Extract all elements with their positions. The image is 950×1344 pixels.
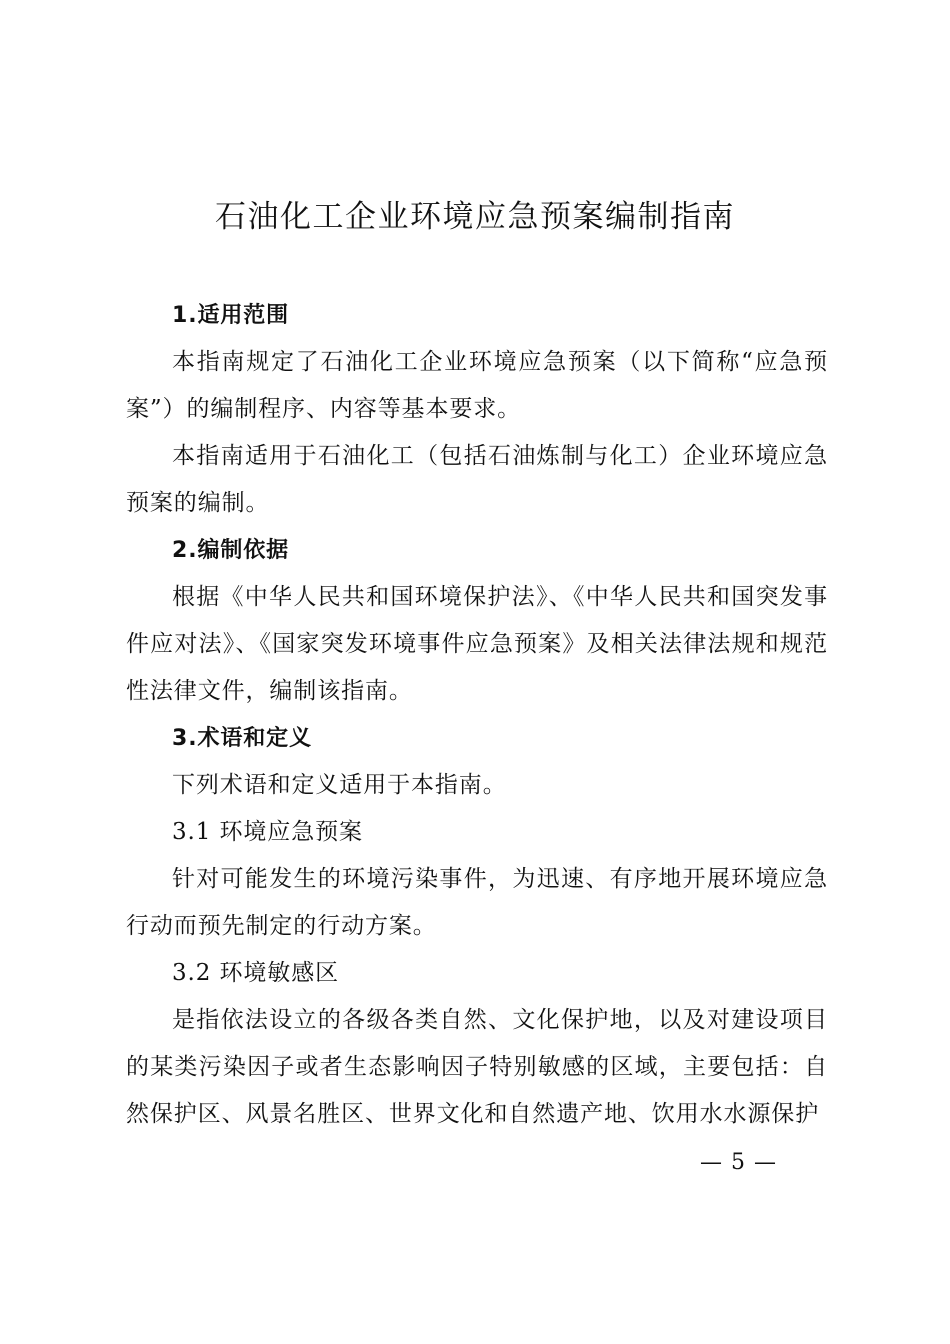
- paragraph-emergency-plan-definition: 针对可能发生的环境污染事件，为迅速、有序地开展环境应急行动而预先制定的行动方案。: [126, 866, 828, 939]
- section-heading-scope: 1.适用范围: [172, 303, 290, 328]
- document-title: 石油化工企业环境应急预案编制指南: [215, 199, 735, 235]
- subheading-emergency-plan: 3.1 环境应急预案: [172, 819, 363, 845]
- paragraph-basis: 根据《中华人民共和国环境保护法》、《中华人民共和国突发事件应对法》、《国家突发环境事件应急预案》及相关法律法规和规范性法律文件，编制该指南。: [126, 584, 828, 704]
- document-body: [126, 292, 828, 1138]
- section-heading-basis: 2.编制依据: [172, 538, 290, 563]
- section-heading-terms: 3.术语和定义: [172, 726, 312, 751]
- paragraph-terms-intro: 下列术语和定义适用于本指南。: [172, 772, 507, 798]
- subheading-sensitive-area: 3.2 环境敏感区: [172, 960, 339, 986]
- paragraph-scope-applicability: 本指南适用于石油化工（包括石油炼制与化工）企业环境应急预案的编制。: [126, 443, 828, 516]
- paragraph-sensitive-area-definition: 是指依法设立的各级各类自然、文化保护地，以及对建设项目的某类污染因子或者生态影响因子特别敏感的区域，主要包括：自然保护区、风景名胜区、世界文化和自然遗产地、饮用水水源保护: [126, 1007, 828, 1127]
- page-number: — 5 —: [700, 1150, 777, 1175]
- paragraph-scope-content: 本指南规定了石油化工企业环境应急预案（以下简称“应急预案”）的编制程序、内容等基本要求。: [126, 349, 828, 422]
